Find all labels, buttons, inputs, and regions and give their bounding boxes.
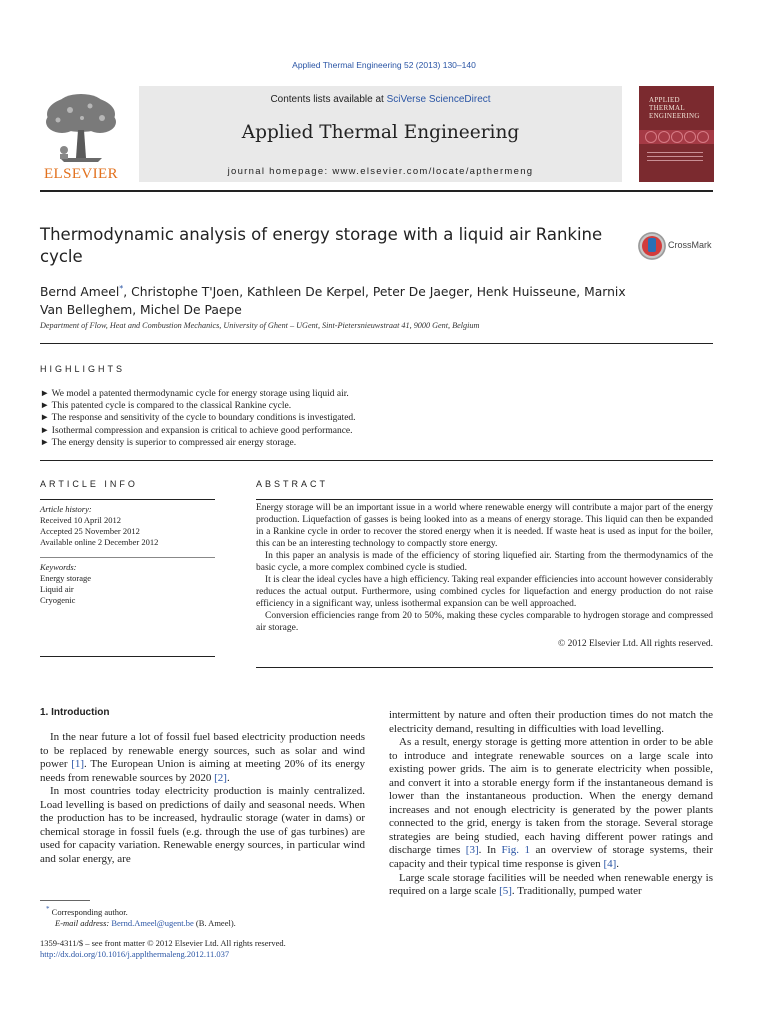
cover-title-line: THERMAL — [649, 104, 685, 112]
abstract-paragraph: Energy storage will be an important issue in a world where renewable energy will contribute a major part of the energy production. Liquefaction of gasses is being looked into as a means of energy storage. This liquid can then be expanded in a Rankine cycle in order to recover the stored energy when it is needed. If waste heat is used as input for the boiler, this can be an interesting technology to compactly store energy. — [256, 503, 713, 549]
journal-citation[interactable]: Applied Thermal Engineering 52 (2013) 130–140 — [292, 60, 476, 70]
figure-link[interactable]: Fig. 1 — [501, 844, 530, 857]
body-text: As a result, energy storage is getting more attention in order to be able to introduce and integrate renewable sources on a large scale into existing power grids. The aim is to generate electricity when possible, and convert it into a storable energy form if the instantaneous demand is lower than the instantaneous production. When the energy demand increases and not enough electricity is generated by the power plants connected to the grid, energy is taken from the storage. Several storage strategies are being studied, each having different power ratings and discharge times — [389, 736, 713, 857]
article-info-rule — [40, 656, 215, 657]
body-text: . In — [478, 844, 502, 857]
keyword: Energy storage — [40, 573, 92, 583]
front-matter — [40, 938, 370, 960]
keyword: Cryogenic — [40, 595, 76, 605]
article-info-heading: ARTICLE INFO — [40, 479, 138, 489]
author-rest: , Christophe T'Joen, Kathleen De Kerpel, Peter De Jaeger, Henk Huisseune, Marnix Van Belleghem, Michel De Paepe — [40, 285, 626, 318]
body-text: . — [616, 858, 620, 871]
footnote — [40, 904, 370, 929]
issn-line: 1359-4311/$ – see front matter © 2012 Elsevier Ltd. All rights reserved. — [40, 938, 286, 948]
header-divider — [40, 190, 713, 192]
reference-link[interactable]: [4] — [603, 858, 617, 871]
article-history — [40, 504, 215, 548]
body-column-left — [40, 731, 365, 866]
elsevier-wordmark: ELSEVIER — [43, 166, 119, 182]
article-title: Thermodynamic analysis of energy storage with a liquid air Rankine cycle — [40, 225, 603, 266]
highlight-item: ► We model a patented thermodynamic cycle for energy storage using liquid air. — [40, 389, 349, 399]
body-paragraph: intermittent by nature and often their production times do not match the electricity demand, resulting in difficulties with load levelling. — [389, 709, 713, 735]
article-info-rule — [40, 499, 215, 500]
cover-ring — [658, 131, 670, 143]
keywords — [40, 562, 215, 606]
keywords-label: Keywords: — [40, 562, 77, 572]
copyright: © 2012 Elsevier Ltd. All rights reserved. — [558, 639, 713, 650]
section-heading-introduction: 1. Introduction — [40, 707, 110, 718]
body-text: . — [226, 771, 230, 784]
cover-ring — [645, 131, 657, 143]
reference-link[interactable]: [5] — [499, 885, 512, 898]
reference-link[interactable]: [2] — [214, 771, 227, 784]
body-text: an overview of storage systems, their capacity and their typical time response is given — [389, 844, 713, 871]
author-first[interactable]: Bernd Ameel — [40, 285, 120, 300]
section-divider — [40, 460, 713, 461]
cover-ring — [697, 131, 709, 143]
article-info-rule — [40, 557, 215, 558]
highlights-list — [40, 388, 713, 449]
contents-prefix: Contents lists available at — [270, 94, 387, 105]
doi-link[interactable]: http://dx.doi.org/10.1016/j.applthermaleng.2012.11.037 — [40, 949, 230, 959]
body-paragraph — [389, 736, 713, 871]
history-item: Accepted 25 November 2012 — [40, 526, 140, 536]
body-paragraph — [40, 731, 365, 785]
body-paragraph — [389, 872, 713, 899]
highlight-item: ► Isothermal compression and expansion is critical to achieve good performance. — [40, 425, 353, 436]
body-text: . The European Union is aiming at meeting 20% of its energy needs from renewable sources by 2020 — [40, 758, 365, 784]
footnote-line — [40, 904, 370, 918]
affiliation: Department of Flow, Heat and Combustion Mechanics, University of Ghent – UGent, Sint-Pietersnieuwstraat 41, 9000 Gent, Belgium — [40, 321, 480, 330]
cover-rule — [647, 160, 703, 161]
history-item: Available online 2 December 2012 — [40, 537, 159, 547]
crossmark-label[interactable]: CrossMark — [668, 240, 712, 250]
abstract-paragraph: Conversion efficiencies range from 20 to 50%, making these cycles comparable to hydrogen storage and compressed air storage. — [256, 610, 713, 633]
history-label: Article history: — [40, 504, 92, 514]
email-suffix: (B. Ameel). — [193, 917, 236, 928]
abstract-body — [256, 503, 713, 651]
abstract-rule — [256, 667, 713, 668]
journal-cover-thumbnail[interactable] — [639, 86, 714, 182]
footnote-line — [40, 918, 370, 929]
highlight-item: ► The response and sensitivity of the cycle to boundary conditions is investigated. — [40, 413, 356, 424]
email-label: E-mail address: — [55, 917, 112, 928]
email-link[interactable]: Bernd.Ameel@ugent.be — [111, 917, 194, 928]
cover-rule — [647, 156, 703, 157]
journal-name: Applied Thermal Engineering — [241, 122, 520, 143]
keyword: Liquid air — [40, 584, 74, 594]
corresponding-marker[interactable]: * — [119, 284, 124, 293]
history-item: Received 10 April 2012 — [40, 515, 121, 525]
body-paragraph: In most countries today electricity production is mainly centralized. Load levelling is based on predictions of daily and seasonal needs. When the production has to be increased, hydraulic storage (water in dams) or chemical storage in fossil fuels (e.g. through the use of gas turbines) are used for capacity variation. Renewable energy sources, in particular wind and solar energy, are — [40, 785, 365, 865]
abstract-paragraph: In this paper an analysis is made of the efficiency of storing liquefied air. Starting from the thermodynamics of the basic cycle, a more complex combined cycle is studied. — [256, 550, 713, 573]
contents-line — [139, 94, 622, 105]
abstract-rule — [256, 499, 713, 500]
abstract-heading: ABSTRACT — [256, 479, 329, 489]
footnote-label: Corresponding author. — [49, 906, 128, 917]
highlights-heading: HIGHLIGHTS — [40, 364, 126, 374]
body-column-right — [389, 709, 713, 899]
body-text: Large scale storage facilities will be needed when renewable energy is required on a large scale — [389, 871, 713, 898]
cover-ring — [671, 131, 683, 143]
sciencedirect-link[interactable]: SciVerse ScienceDirect — [386, 94, 491, 105]
section-divider — [40, 343, 713, 344]
abstract-paragraph: It is clear the ideal cycles have a high efficiency. Taking real expander efficiencies into account however considerably reduces the actual output. Furthermore, using combined cycles for liquefaction and energy production do not raise efficiency in a significant way, unless isothermal expansion can be well approached. — [256, 574, 713, 609]
footnote-rule — [40, 900, 90, 901]
cover-title-line: APPLIED — [649, 96, 680, 104]
footnote-marker[interactable]: * — [46, 905, 50, 913]
reference-link[interactable]: [3] — [465, 844, 479, 857]
author-list — [40, 280, 640, 319]
cover-ring — [684, 131, 696, 143]
body-text: In the near future a lot of fossil fuel based electricity production needs to be replaced by renewable energy sources, such as solar and wind power — [40, 731, 365, 771]
cover-rule — [647, 152, 703, 153]
body-text: . Traditionally, pumped water — [511, 885, 642, 898]
highlight-item: ► This patented cycle is compared to the classical Rankine cycle. — [40, 401, 292, 412]
journal-homepage[interactable]: journal homepage: www.elsevier.com/locate/apthermeng — [227, 166, 534, 177]
highlight-item: ► The energy density is superior to compressed air energy storage. — [40, 437, 297, 448]
reference-link[interactable]: [1] — [71, 758, 85, 771]
cover-title-line: ENGINEERING — [649, 112, 700, 120]
